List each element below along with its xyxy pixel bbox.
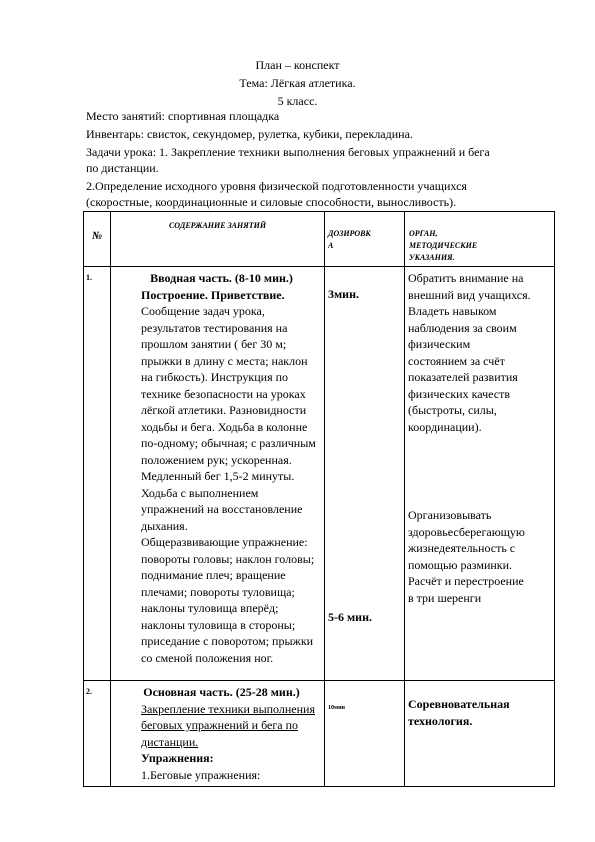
place-line: Место занятий: спортивная площадка [86, 109, 280, 123]
doc-topic: Тема: Лёгкая атлетика. [239, 76, 356, 90]
row1-note-line: жизнедеятельность с [408, 541, 516, 555]
row1-line: на гибкость). Инструкция по [141, 370, 289, 384]
row1-line: положением рук; ускоренная. [141, 452, 292, 467]
tasks-line-3: 2.Определение исходного уровня физической подготовленности учащихся [86, 179, 467, 193]
row1-dose [325, 267, 405, 681]
header-org-line3: УКАЗАНИЯ. [409, 253, 455, 262]
row1-line: Медленный бег 1,5-2 минуты. [141, 469, 295, 483]
row1-line: ходьбы и бега. Ходьба в колонне [141, 419, 308, 434]
row1-dose-a: 3мин. [328, 287, 360, 301]
row2-line: 1.Беговые упражнения: [141, 767, 261, 782]
row1-line: со сменой положения ног. [141, 650, 274, 665]
doc-grade: 5 класс. [277, 94, 318, 108]
doc-title: План – конспект [255, 58, 340, 72]
row1-note-line: физическим [408, 337, 471, 351]
row1-notes [405, 267, 555, 681]
row2-content [111, 681, 325, 787]
row1-line: результатов тестирования на [141, 320, 288, 335]
row1-line: Ходьба с выполнением [141, 485, 259, 500]
row1-note-line: внешний вид учащихся. [408, 287, 531, 302]
row1-note-line: Обратить внимание на [408, 271, 524, 285]
header-num: № [84, 212, 111, 267]
row1-line: упражнений на восстановление [141, 502, 303, 516]
row2-line: дистанции. [141, 734, 199, 749]
row1-note-line: координации). [408, 419, 482, 434]
row1-line: по-одному; обычная; с различным [141, 436, 316, 450]
row1-note-line: Владеть навыком [408, 304, 497, 318]
row1-content [111, 267, 325, 681]
row1-note-line: показателей развития [408, 370, 518, 384]
row2-dose-cell [325, 681, 405, 787]
row1-line: наклоны туловища вперёд; [141, 601, 279, 615]
row2-num: 2. [84, 681, 111, 787]
row1-note-line: помощью разминки. [408, 557, 513, 572]
header-content: СОДЕРЖАНИЕ ЗАНЯТИЙ [111, 212, 325, 267]
row2-line: беговых упражнений и бега по [141, 718, 299, 732]
tasks-line-1: Задачи урока: 1. Закрепление техники выполнения беговых упражнений и бега [86, 145, 490, 159]
equipment-line: Инвентарь: свисток, секундомер, рулетка, кубики, перекладина. [86, 127, 413, 141]
row1-line: поднимание плеч; вращение [141, 568, 286, 582]
header-org-line1: ОРГАН, [409, 229, 438, 238]
row1-line: Сообщение задач урока, [141, 304, 265, 318]
row1-line: прыжки в длину с места; наклон [141, 353, 308, 368]
row1-line: Общеразвивающие упражнение: [141, 535, 308, 549]
header-org [405, 212, 555, 267]
row1-line: наклоны туловища в стороны; [141, 617, 296, 632]
row1-line: приседание с поворотом; прыжки [141, 634, 314, 648]
row2-line: Закрепление техники выполнения [141, 701, 315, 716]
row1-line: прошлом занятии ( бег 30 м; [141, 337, 287, 351]
row1-line: технике безопасности на уроках [141, 386, 306, 401]
row2-note-line: Соревновательная [408, 697, 510, 711]
row1-line: Построение. Приветствие. [141, 287, 285, 302]
row1-note-line: Организовывать [408, 508, 492, 522]
row2-note-line: технология. [408, 713, 473, 728]
row1-line: плечами; повороты туловища; [141, 584, 295, 599]
header-dose [325, 212, 405, 267]
row1-note-line: в три шеренги [408, 590, 482, 605]
row1-notes-b [408, 507, 525, 606]
row1-note-line: физических качеств [408, 386, 510, 401]
row2-section-title: Основная часть. (25-28 мин.) [143, 685, 300, 699]
lesson-table [83, 211, 555, 787]
row2-dose: 10мин [328, 705, 346, 711]
row2-notes [405, 681, 555, 787]
row1-note-line: Расчёт и перестроение [408, 574, 524, 588]
header-org-line2: МЕТОДИЧЕСКИЕ [409, 241, 478, 250]
tasks-line-4: (скоростные, координационные и силовые способности, выносливость). [86, 195, 457, 209]
row1-notes-a [408, 270, 531, 435]
header-dose-line1: ДОЗИРОВК [328, 229, 371, 238]
row2-line: Упражнения: [141, 751, 214, 765]
row1-note-line: здоровьесберегающую [408, 524, 525, 539]
table-header-row [84, 212, 555, 267]
row1-note-line: состоянием за счёт [408, 353, 505, 368]
table-row [84, 267, 555, 681]
row1-num: 1. [84, 267, 111, 681]
row1-line: дыхания. [141, 518, 188, 533]
row1-dose-b: 5-6 мин. [328, 610, 372, 624]
row1-note-line: наблюдения за своим [408, 320, 517, 335]
tasks-line-2: по дистанции. [86, 161, 159, 175]
header-dose-line2: А [328, 241, 334, 250]
table-row [84, 681, 555, 787]
row1-line: повороты головы; наклон головы; [141, 551, 315, 566]
row1-section-title: Вводная часть. (8-10 мин.) [150, 271, 293, 285]
row1-note-line: (быстроты, силы, [408, 403, 497, 417]
row1-line: лёгкой атлетики. Разновидности [141, 403, 307, 417]
